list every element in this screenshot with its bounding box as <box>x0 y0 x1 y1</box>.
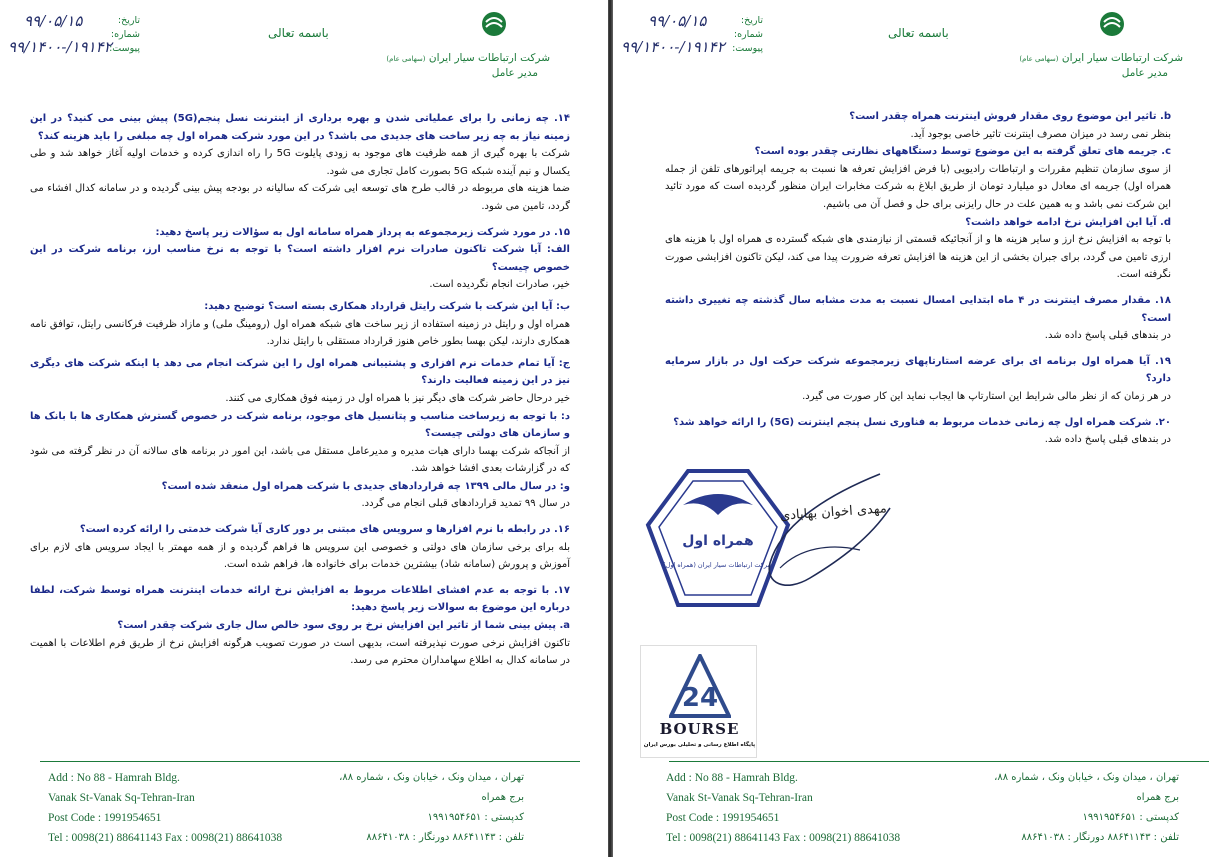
question-paragraph: a. پیش بینی شما از تاثیر این افزایش نرخ بر روی سود خالص سال جاری شرکت چقدر است؟ <box>117 620 570 632</box>
handwritten-date: ۹۹/۰۵/۱۵ <box>648 12 707 30</box>
handwritten-signature <box>760 468 900 598</box>
answer-paragraph: خیر درحال حاضر شرکت های دیگر نیز با همراه اول در زمینه فوق همکاری می کنند. <box>225 392 570 404</box>
paragraph-spacer <box>30 216 570 224</box>
bourse-title: BOURSE <box>659 720 740 738</box>
question-paragraph: ۱۸. مقدار مصرف اینترنت در ۴ ماه ابتدایی امسال نسبت به مدت مشابه سال گذشته چه تغییری داشته است؟ <box>665 294 1172 324</box>
answer-paragraph: در سال ۹۹ تمدید قراردادهای قبلی انجام می گردد. <box>361 498 570 510</box>
answer-paragraph: در بندهای قبلی پاسخ داده شد. <box>1044 330 1171 342</box>
handwritten-date: ۹۹/۰۵/۱۵ <box>24 12 83 30</box>
handwritten-number: ۹۹/۱۴۰۰-/۱۹۱۴۲ <box>8 38 112 56</box>
paragraph-spacer <box>30 513 570 521</box>
question-paragraph: ۲۰. شرکت همراه اول چه زمانی خدمات مربوط به فناوری نسل پنجم اینترنت (5G) را ارائه خواهد شد؟ <box>673 416 1171 428</box>
company-name: شرکت ارتباطات سیار ایران (سهامی عام) <box>386 52 550 64</box>
basmeh-heading: باسمه تعالی <box>888 26 949 40</box>
letter-body-right <box>665 108 1171 449</box>
answer-paragraph: شرکت با بهره گیری از همه ظرفیت های موجود به زودی پایلوت 5G را راه اندازی کرده و خدمات اولیه آغاز خواهد شد و طی یکسال و نیم آینده شبکه 5G بصورت کامل تجاری می شود. <box>30 148 570 177</box>
bourse-subtitle: پایگاه اطلاع رسانی و تحلیلی بورس ایران <box>643 742 756 748</box>
answer-paragraph: بله برای برخی سازمان های دولتی و خصوصی این سرویس ها فراهم گردیده و از همه مهمتر با ایجاد سرویس های لازم برای آموزش و پرورش (سامانه شاد) بیشترین خدمات برای خانواده ها، فراهم شده است. <box>30 541 570 571</box>
company-name: شرکت ارتباطات سیار ایران (سهامی عام) <box>1019 52 1183 64</box>
hamrah-aval-logo-icon <box>1098 10 1126 44</box>
answer-paragraph: در هر زمان که از نظر مالی شرایط این استارتاپ ها ایجاب نماید این کار صورت می گیرد. <box>802 390 1171 402</box>
paragraph-spacer <box>665 284 1171 292</box>
stamp-sublabel: شرکت ارتباطات سیار ایران (همراه اول) <box>663 561 773 569</box>
footer-divider <box>40 761 580 762</box>
footer-divider <box>669 761 1209 762</box>
question-paragraph: الف: آیا شرکت تاکنون صادرات نرم افزار داشته است؟ با توجه به نرخ مناسب ارز، برنامه شرکت در این خصوص چیست؟ <box>30 244 570 273</box>
answer-paragraph: همراه اول و رایتل در زمینه استفاده از زیر ساخت های شبکه همراه اول (رومینگ ملی) و مازاد ظرفیت فرکانسی رایتل، توافق نامه همکاری دارند، لیکن بهسا بطور خاص هنوز قرارداد مستقلی با رایتل ندارد. <box>30 318 570 348</box>
question-paragraph: ۱۹. آیا همراه اول برنامه ای برای عرضه استارتاپهای زیرمجموعه شرکت حرکت اول در بازار سرمایه دارد؟ <box>665 355 1171 385</box>
question-paragraph: b. تاثیر این موضوع روی مقدار فروش اینترنت همراه چقدر است؟ <box>849 111 1171 122</box>
footer-english-address: Add : No 88 - Hamrah Bldg. Vanak St-Vanak Sq-Tehran-Iran Post Code : 1991954651 Tel : 0098(21) 88641143 Fax : 0098(21) 88641038 <box>666 772 901 844</box>
question-paragraph: ب: آیا این شرکت با شرکت رایتل قرارداد همکاری بسته است؟ توضیح دهید: <box>204 300 570 312</box>
question-paragraph: د: با توجه به زیرساخت مناسب و پتانسیل های موجود، برنامه شرکت در خصوص گسترش همکاری ها با بانک ها و سازمان های دولتی چیست؟ <box>30 410 570 440</box>
answer-paragraph: ضما هزینه های مربوطه در قالب طرح های توسعه ایی شرکت که سالیانه در بودجه پیش بینی گردیده و در سامانه کدال افشاء می گردد، تامین می شود. <box>30 183 570 212</box>
paragraph-spacer <box>30 574 570 582</box>
answer-paragraph: از آنجاکه شرکت بهسا دارای هیات مدیره و مدیرعامل مستقل می باشد، این امور در برنامه های سالانه آن در نظر گرفته می شود که در گزارشات بعدی افشا خواهد شد. <box>30 445 570 475</box>
answer-paragraph: بنظر نمی رسد در میزان مصرف اینترنت تاثیر خاصی بوجود آید. <box>910 128 1171 140</box>
question-paragraph: ۱۷. با توجه به عدم افشای اطلاعات مربوط به افزایش نرخ ارائه خدمات اینترنت همراه توسط شرکت، لطفا درباره این موضوع به سوالات زیر پاسخ دهید: <box>30 584 570 614</box>
answer-paragraph: در بندهای قبلی پاسخ داده شد. <box>1044 434 1171 446</box>
signatory-name: مهدی اخوان بهابادی <box>779 501 888 524</box>
bourse-triangle-logo-icon <box>669 654 731 720</box>
footer-persian-address: تهران ، میدان ونک ، خیابان ونک ، شماره ۸۸، برج همراه کدپستی : ۱۹۹۱۹۵۴۶۵۱ تلفن : ۸۸۶۴۱۱۴۳ دورنگار : ۸۸۶۴۱۰۳۸ <box>339 772 524 843</box>
manager-title: مدیر عامل <box>1121 67 1168 79</box>
question-paragraph: ۱۴. چه زمانی را برای عملیاتی شدن و بهره برداری از اینترنت نسل پنجم(5G) پیش بینی می کنید؟ در این زمینه نیاز به چه زیر ساخت های جدیدی می باشد؟ در این مورد شرکت همراه اول چه مبلغی را باید هزینه کند؟ <box>30 113 571 142</box>
paragraph-spacer <box>665 406 1171 414</box>
question-paragraph: d. آیا این افزایش نرخ ادامه خواهد داشت؟ <box>965 216 1171 228</box>
stamp-label: همراه اول <box>682 533 754 549</box>
hamrah-aval-logo-icon <box>480 10 508 44</box>
question-paragraph: ۱۵. در مورد شرکت زیرمجموعه به پرداز همراه سامانه اول به سؤالات زیر پاسخ دهید: <box>155 226 570 238</box>
footer-persian-address: تهران ، میدان ونک ، خیابان ونک ، شماره ۸۸، برج همراه کدپستی : ۱۹۹۱۹۵۴۶۵۱ تلفن : ۸۸۶۴۱۱۴۳ دورنگار : ۸۸۶۴۱۰۳۸ <box>994 772 1179 843</box>
answer-paragraph: از سوی سازمان تنظیم مقررات و ارتباطات رادیویی (با فرض افزایش تعرفه ها نسبت به جریمه اپراتورهای تلفن از جمله همراه اول) جریمه ای معادل دو میلیارد تومان از طریق ابلاغ به شرکت مخابرات ایران منظور گردیده است که مورد تائید این شرکت نمی باشد و به همین علت در حال رایزنی برای حل و فصل آن می باشیم. <box>665 163 1171 210</box>
bourse-number: 24 <box>681 683 719 713</box>
answer-paragraph: خیر، صادرات انجام نگردیده است. <box>429 279 570 291</box>
bourse24-watermark <box>640 645 757 758</box>
letter-page-left <box>0 0 608 857</box>
question-paragraph: و: در سال مالی ۱۳۹۹ چه قراردادهای جدیدی با شرکت همراه اول منعقد شده است؟ <box>161 480 570 492</box>
answer-paragraph: با توجه به افزایش نرخ ارز و سایر هزینه ها و از آنجائیکه قسمتی از نیازمندی های شبکه گسترده ی همراه اول با هزینه های ارزی تامین می گردد، برای جبران بخشی از این هزینه ها افزایش تعرفه ضرورت پیدا می کند، لیکن تاکنون افزایشی صورت نگرفته است. <box>665 234 1171 281</box>
handwritten-number: ۹۹/۱۴۰۰-/۱۹۱۴۲ <box>621 38 725 56</box>
letter-meta-labels: تاریخ: شماره: پیوست: <box>732 15 763 54</box>
footer-english-address: Add : No 88 - Hamrah Bldg. Vanak St-Vanak Sq-Tehran-Iran Post Code : 1991954651 Tel : 0098(21) 88641143 Fax : 0098(21) 88641038 <box>48 772 283 844</box>
letter-body-left <box>30 110 570 670</box>
manager-title: مدیر عامل <box>491 67 538 79</box>
question-paragraph: c. جریمه های تعلق گرفته به این موضوع توسط دستگاههای نظارتی چقدر بوده است؟ <box>754 146 1171 158</box>
question-paragraph: ۱۶. در رابطه با نرم افزارها و سرویس های مبتنی بر دور کاری آیا شرکت خدمتی را ارائه کرده است؟ <box>79 524 570 536</box>
letter-meta-labels: تاریخ: شماره: پیوست: <box>109 15 140 54</box>
basmeh-heading: باسمه تعالی <box>268 26 329 40</box>
answer-paragraph: تاکنون افزایش نرخی صورت نپذیرفته است، بدیهی است در صورت تصویب هرگونه افزایش نرخ از طریق فرم اطلاعات با اهمیت در سامانه کدال به اطلاع سهامداران محترم می رسد. <box>30 637 570 667</box>
question-paragraph: ج: آیا تمام خدمات نرم افزاری و پشتیبانی همراه اول را این شرکت انجام می دهد یا اینکه شرکت های دیگری نیز در این زمینه فعالیت دارند؟ <box>30 357 570 387</box>
paragraph-spacer <box>665 345 1171 353</box>
